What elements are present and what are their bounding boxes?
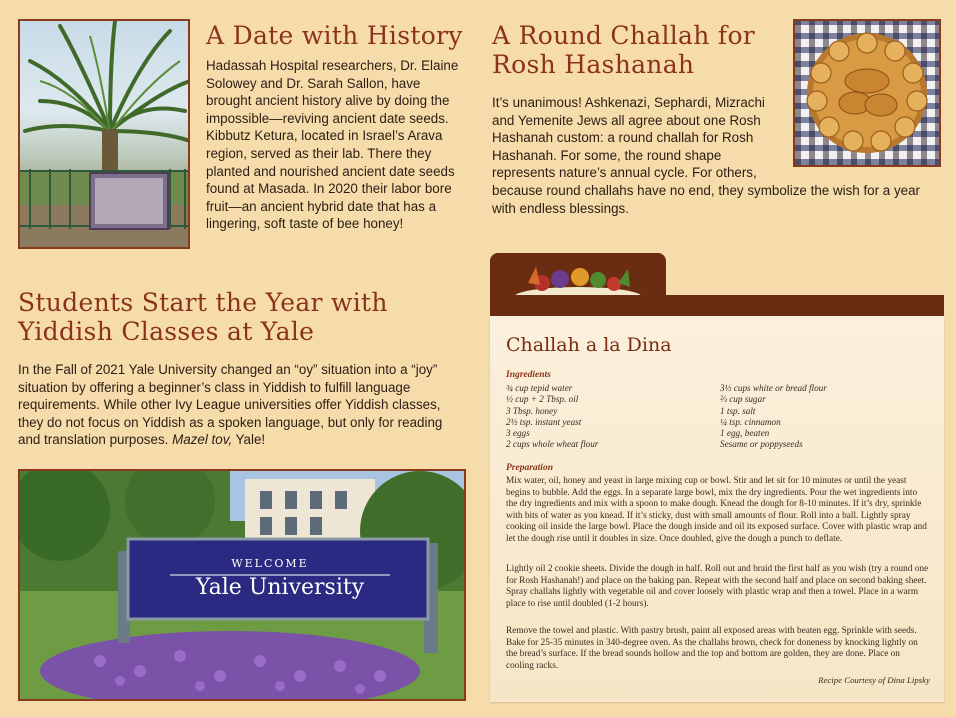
ingredient-item: Sesame or poppyseeds xyxy=(720,439,803,450)
ingredient-item: ¾ cup tepid water xyxy=(506,383,573,393)
ingredient-item: 2½ tsp. instant yeast xyxy=(506,416,582,427)
ingredient-item: 3 Tbsp. honey xyxy=(506,405,558,416)
round-challah-body: It’s unanimous! Ashkenazi, Sephardi, Mizrachi and Yemenite Jews all agree about one Rosh Hashanah custom: a round challah for Rosh Hashanah. For some, the round shape represents nature’s annual cycle. For others, because round challahs have no end, they symbolize the wish for a year with endless blessings. xyxy=(492,94,940,217)
ingredient-item: ¼ tsp. cinnamon xyxy=(720,416,781,427)
yale-sign-photo xyxy=(18,469,466,701)
ingredient-item: 1 egg, beaten xyxy=(720,428,770,439)
yiddish-yale-title-line1: Students Start the Year with xyxy=(18,288,388,317)
ingredients-right-list xyxy=(720,383,930,451)
ingredient-item: 1 tsp. salt xyxy=(720,405,756,416)
ingredient-item: 3 eggs xyxy=(506,428,530,439)
ingredient-item: ⅔ cup sugar xyxy=(720,394,766,405)
yiddish-yale-body xyxy=(18,361,468,449)
recipe-credit: Recipe Courtesy of Dina Lipsky xyxy=(818,675,930,685)
round-challah-title-line1: A Round Challah for xyxy=(492,21,756,50)
ingredients-label: Ingredients xyxy=(506,370,551,380)
yiddish-body-end: Yale! xyxy=(235,432,266,448)
yiddish-yale-title xyxy=(18,289,478,347)
recipe-header-bar xyxy=(490,295,944,317)
date-history-title: A Date with History xyxy=(206,21,463,50)
round-challah-title xyxy=(492,22,782,80)
ingredient-item: 2 cups whole wheat flour xyxy=(506,439,599,450)
yiddish-body-em: Mazel tov, xyxy=(172,432,233,448)
yale-sign-name: Yale University xyxy=(195,575,365,600)
ingredients-left-list xyxy=(506,383,706,451)
ingredient-item: ½ cup + 2 Tbsp. oil xyxy=(506,394,579,405)
preparation-step: Lightly oil 2 cookie sheets. Divide the dough in half. Roll out and braid the first half as you wish (try a round one for Rosh Hashanah!) and place on the baking pan. Repeat with the second half and place on second baking sheet. Spray challahs lightly with vegetable oil and cover loosely with plastic wrap and then a towel. Place in a warm place to rise until doubled (1-2 hours). xyxy=(506,564,929,609)
round-challah-title-line2: Rosh Hashanah xyxy=(492,49,695,79)
date-history-body: Hadassah Hospital researchers, Dr. Elaine Solowey and Dr. Sarah Sallon, have brought ancient history alive by doing the impossible—reviving ancient date seeds. Kibbutz Ketura, located in Israel’s Arava region, served as their lab. There they planted and nourished ancient date seeds found at Masada. In 2020 their labor bore fruit—an ancient hybrid date that has a lingering, soft taste of bee honey! xyxy=(206,58,459,232)
yiddish-body-main: In the Fall of 2021 Yale University changed an “oy” situation into a “joy” situation by offering a beginner’s class in Yiddish to fulfill language requirements. While other Ivy League universities offer Yiddish classes, they do not focus on Yiddish as a spoken language, but only for reading and translation purposes. xyxy=(18,362,443,448)
date-palm-photo xyxy=(18,19,190,249)
preparation-step: Remove the towel and plastic. With pastry brush, paint all exposed areas with beaten egg. Sprinkle with seeds. Bake for 25-35 minutes in 340-degree oven. As the challahs brown, check for doneness by knocking lightly on the bread’s surface. If the bread sounds hollow and the top and bottom are golden, they are done. Place on cooling racks. xyxy=(506,626,918,671)
ingredient-item: 3½ cups white or bread flour xyxy=(720,383,827,393)
challah-photo xyxy=(793,19,941,167)
preparation-step: Mix water, oil, honey and yeast in large mixing cup or bowl. Stir and let sit for 10 minutes or until the yeast begins to bubble. Add the eggs. In a separate large bowl, mix the dry ingredients. Pour the wet ingredients into the dry ingredients and mix with a spoon to make dough. Knead the dough for 8-10 minutes. If it’s dry, sprinkle with bits of water as you knead. If it’s sticky, dust with small amounts of flour. Roll into a ball. Lightly spray cooking oil inside the large bowl. Place the dough inside and oil its exposed surface. Cover with plastic wrap and let the dough rise until it doubles in size. Once doubled, give the dough a punch to deflate. xyxy=(506,476,927,544)
recipe-title: Challah a la Dina xyxy=(506,334,672,356)
yale-sign-welcome: WELCOME xyxy=(231,557,309,570)
yiddish-yale-title-line2: Yiddish Classes at Yale xyxy=(18,316,315,346)
preparation-label: Preparation xyxy=(506,463,553,473)
